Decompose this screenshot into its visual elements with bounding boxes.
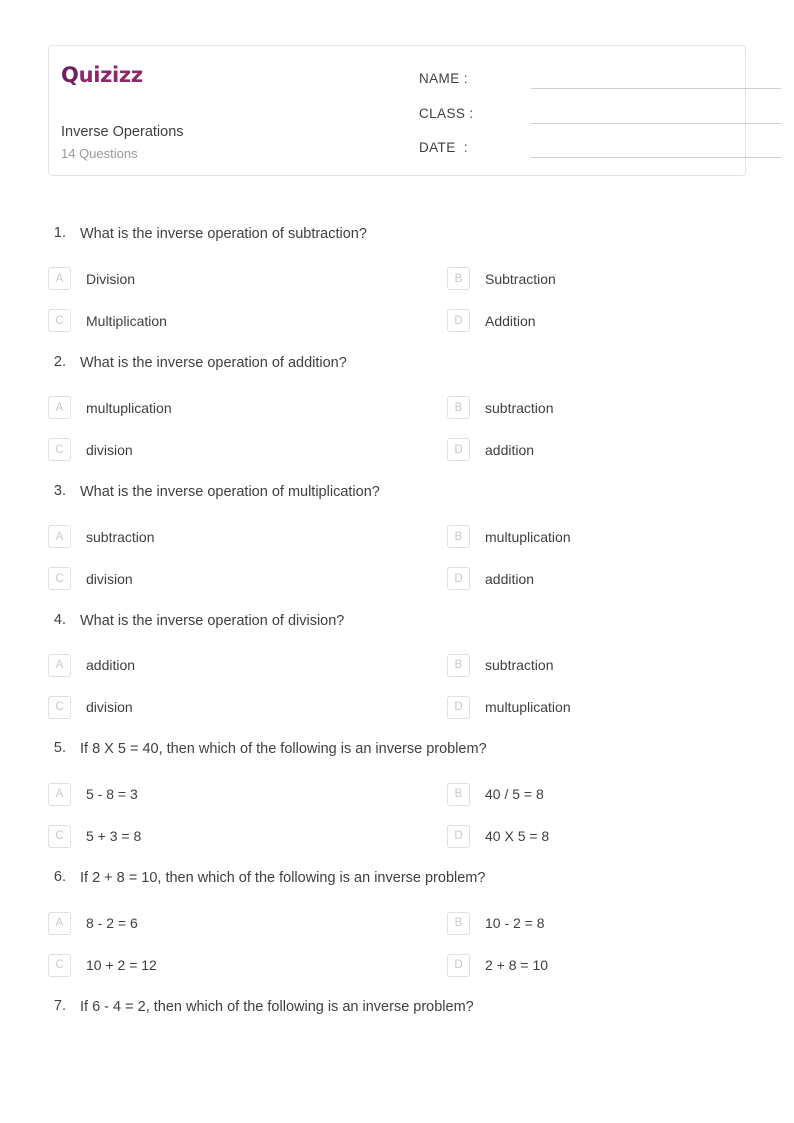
answer-option[interactable] <box>48 815 397 857</box>
option-badge: A <box>48 912 71 935</box>
option-grid <box>48 516 746 600</box>
option-text: 40 / 5 = 8 <box>485 786 544 803</box>
answer-option[interactable] <box>48 558 397 600</box>
question-text: What is the inverse operation of subtraction? <box>80 226 367 242</box>
question-text: What is the inverse operation of addition? <box>80 354 347 371</box>
option-badge: D <box>447 438 470 461</box>
option-text: Addition <box>485 312 536 329</box>
question-block <box>48 225 746 342</box>
option-text: Multiplication <box>86 312 167 329</box>
quizizz-logo-text: uizizz <box>78 63 143 87</box>
answer-option[interactable] <box>48 644 397 686</box>
option-badge: A <box>48 654 71 677</box>
option-text: Division <box>86 270 136 287</box>
option-badge: A <box>48 396 71 419</box>
answer-option[interactable] <box>48 516 397 558</box>
option-text: division <box>86 699 133 716</box>
question-number: 2. <box>53 353 66 370</box>
question-text: If 2 + 8 = 10, then which of the following is an inverse problem? <box>80 870 486 887</box>
option-badge: A <box>48 267 71 290</box>
answer-option[interactable] <box>397 258 746 300</box>
answer-option[interactable] <box>397 686 746 728</box>
question-text: If 6 - 4 = 2, then which of the following is an inverse problem? <box>80 999 474 1016</box>
option-badge: A <box>48 783 71 806</box>
question-heading <box>48 354 746 373</box>
question-heading <box>48 740 746 759</box>
answer-option[interactable] <box>397 902 746 944</box>
answer-option[interactable] <box>397 644 746 686</box>
option-badge: C <box>48 696 71 719</box>
question-list <box>48 225 746 1031</box>
option-text: multuplication <box>485 699 571 716</box>
option-badge: B <box>447 783 470 806</box>
question-block <box>48 483 746 600</box>
option-badge: C <box>48 309 71 332</box>
option-text: multuplication <box>86 399 172 416</box>
name-field-input[interactable] <box>531 88 781 89</box>
question-block <box>48 869 746 986</box>
date-field-label: DATE : <box>419 140 469 155</box>
question-text: If 8 X 5 = 40, then which of the following is an inverse problem? <box>80 741 487 758</box>
question-number: 1. <box>53 225 66 241</box>
answer-option[interactable] <box>397 516 746 558</box>
option-badge: D <box>447 825 470 848</box>
answer-option[interactable] <box>48 429 397 471</box>
question-number: 5. <box>53 740 66 757</box>
answer-option[interactable] <box>397 815 746 857</box>
option-badge: B <box>447 525 470 548</box>
class-field-input[interactable] <box>531 123 781 124</box>
answer-option[interactable] <box>48 387 397 429</box>
answer-option[interactable] <box>397 558 746 600</box>
answer-option[interactable] <box>397 387 746 429</box>
option-badge: B <box>447 267 470 290</box>
option-text: multuplication <box>485 528 571 545</box>
option-badge: B <box>447 912 470 935</box>
name-field-label: NAME : <box>419 71 468 86</box>
answer-option[interactable] <box>48 686 397 728</box>
option-badge: C <box>48 438 71 461</box>
option-text: division <box>86 570 133 587</box>
option-text: 5 - 8 = 3 <box>86 786 138 803</box>
option-badge: C <box>48 825 71 848</box>
option-grid <box>48 258 746 342</box>
option-badge: C <box>48 954 71 977</box>
page-title: Inverse Operations <box>61 124 184 140</box>
option-text: 10 - 2 = 8 <box>485 915 545 932</box>
question-text: What is the inverse operation of division? <box>80 612 345 629</box>
option-text: Subtraction <box>485 270 556 287</box>
option-grid <box>48 773 746 857</box>
option-text: 40 X 5 = 8 <box>485 828 550 845</box>
question-number: 4. <box>53 611 66 628</box>
option-text: addition <box>86 657 136 674</box>
answer-option[interactable] <box>48 902 397 944</box>
option-badge: D <box>447 696 470 719</box>
answer-option[interactable] <box>48 258 397 300</box>
question-block <box>48 998 746 1017</box>
answer-option[interactable] <box>48 773 397 815</box>
question-block <box>48 740 746 857</box>
option-text: addition <box>485 441 535 458</box>
answer-option[interactable] <box>397 429 746 471</box>
option-badge: D <box>447 567 470 590</box>
question-number: 3. <box>53 482 66 499</box>
question-heading <box>48 483 746 502</box>
option-badge: B <box>447 396 470 419</box>
answer-option[interactable] <box>48 300 397 342</box>
answer-option[interactable] <box>397 300 746 342</box>
option-text: subtraction <box>86 528 155 545</box>
question-count: 14 Questions <box>61 146 138 161</box>
option-text: subtraction <box>485 657 554 674</box>
question-text: What is the inverse operation of multiplication? <box>80 483 380 500</box>
option-badge: A <box>48 525 71 548</box>
question-heading <box>48 612 746 631</box>
option-grid <box>48 644 746 728</box>
option-badge: D <box>447 309 470 332</box>
option-text: 10 + 2 = 12 <box>86 957 157 974</box>
answer-option[interactable] <box>48 944 397 986</box>
option-badge: B <box>447 654 470 677</box>
option-text: 8 - 2 = 6 <box>86 915 138 932</box>
quizizz-logo <box>61 63 143 87</box>
option-badge: D <box>447 954 470 977</box>
question-number: 6. <box>53 869 66 886</box>
question-heading <box>48 998 746 1017</box>
answer-option[interactable] <box>397 773 746 815</box>
worksheet-header-card <box>48 45 746 176</box>
option-grid <box>48 902 746 986</box>
class-field-label: CLASS : <box>419 106 474 121</box>
question-block <box>48 354 746 471</box>
quizizz-logo-q: Q <box>61 63 79 87</box>
option-grid <box>48 387 746 471</box>
option-text: 2 + 8 = 10 <box>485 957 549 974</box>
question-heading <box>48 225 746 244</box>
question-block <box>48 612 746 729</box>
question-number: 7. <box>53 998 66 1015</box>
option-text: addition <box>485 570 535 587</box>
option-text: 5 + 3 = 8 <box>86 828 142 845</box>
answer-option[interactable] <box>397 944 746 986</box>
option-text: division <box>86 441 133 458</box>
option-text: subtraction <box>485 399 554 416</box>
question-heading <box>48 869 746 888</box>
option-badge: C <box>48 567 71 590</box>
date-field-input[interactable] <box>531 157 781 158</box>
